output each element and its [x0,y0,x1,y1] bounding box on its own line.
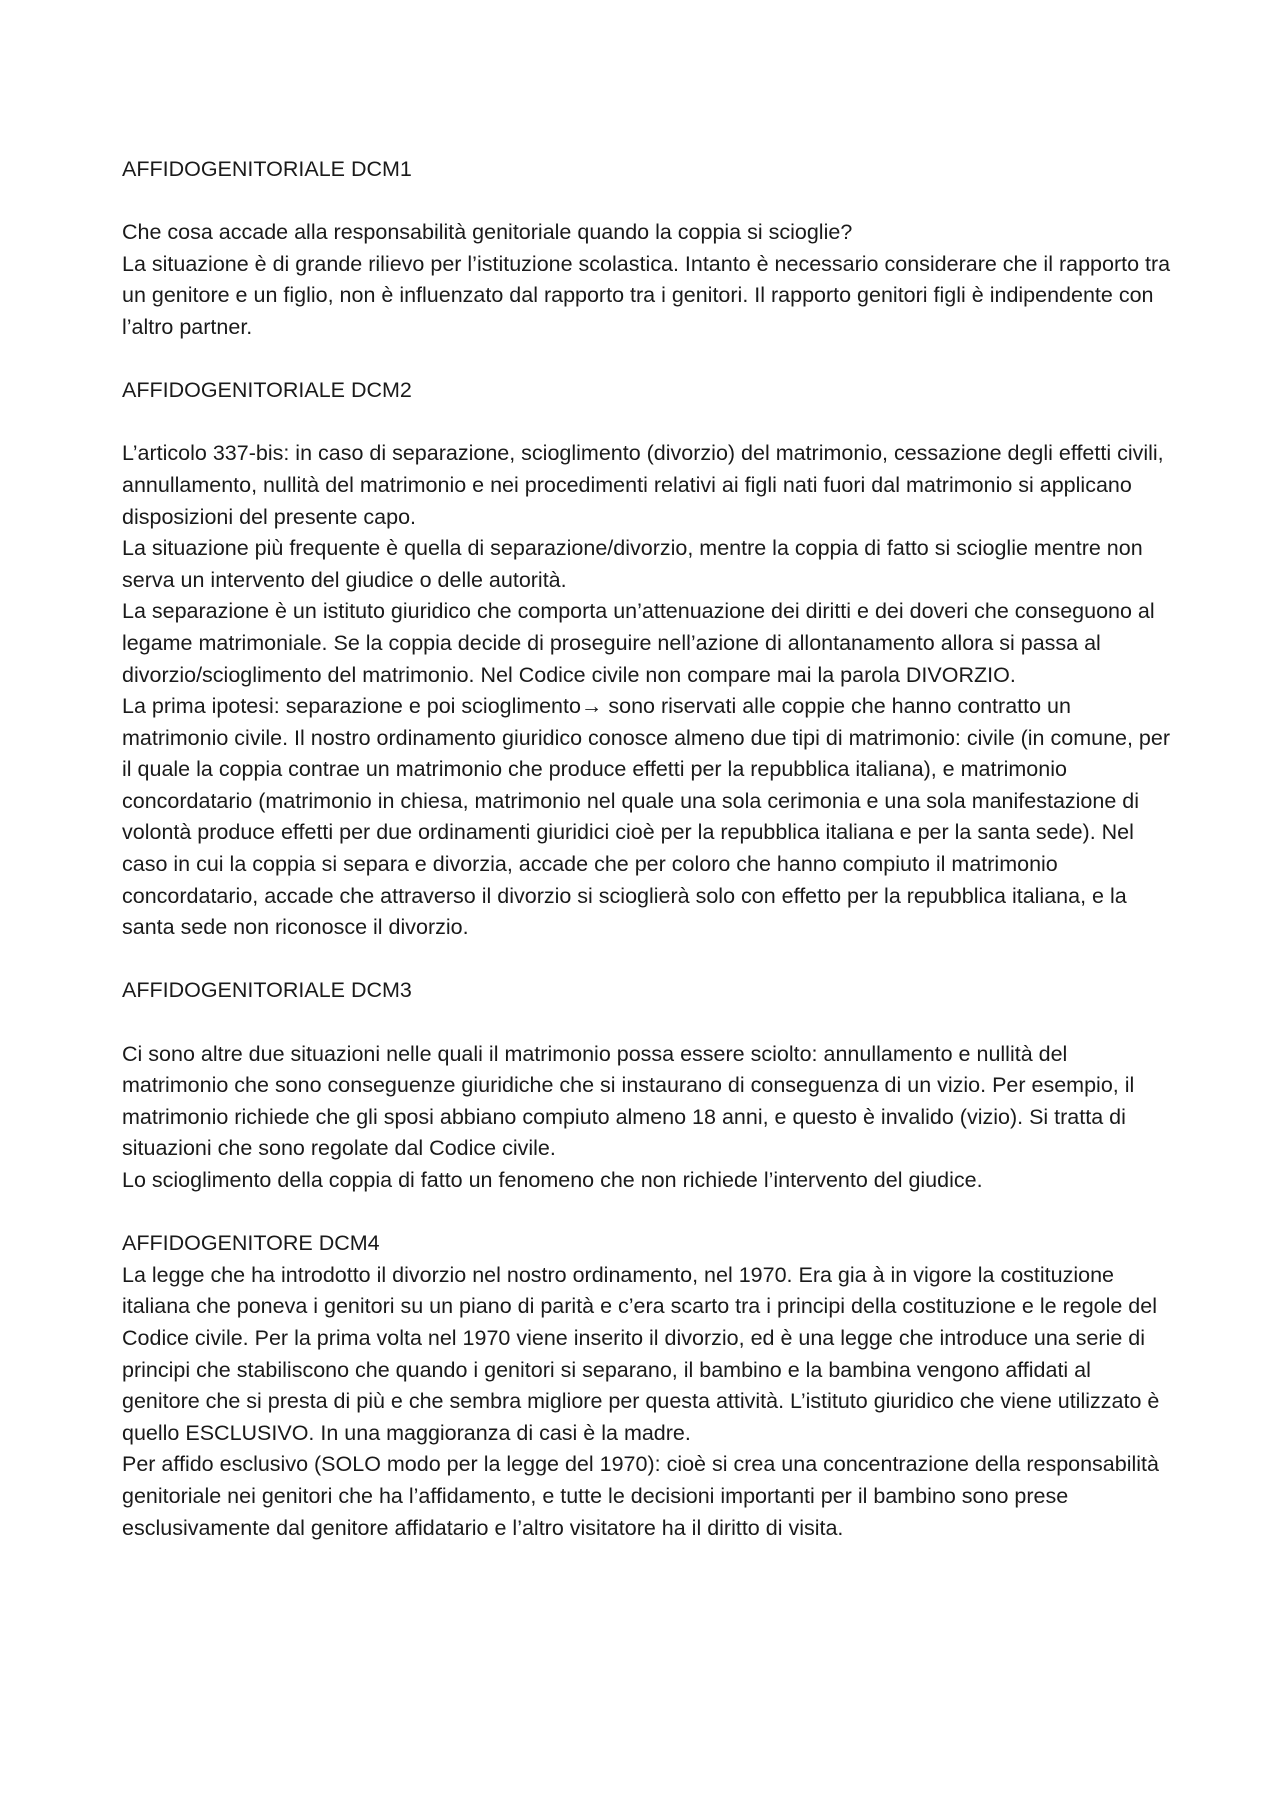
section-dcm1 [122,154,1172,344]
section-heading: AFFIDOGENITORE DCM4 [122,1231,380,1256]
blank-line [122,944,1172,976]
paragraph: Che cosa accade alla responsabilità genitoriale quando la coppia si scioglie? [122,220,853,245]
blank-line [122,1197,1172,1229]
paragraph: Lo scioglimento della coppia di fatto un fenomeno che non richiede l’intervento del giudice. [122,1168,983,1192]
blank-line [122,344,1172,376]
paragraph: La separazione è un istituto giuridico che comporta un’attenuazione dei diritti e dei doveri che conseguono al legame matrimoniale. Se la coppia decide di proseguire nell’azione di allontanamento allora si passa al divorzio/scioglimento del matrimonio. Nel Codice civile non compare mai la parola DIVORZIO. [122,599,1155,687]
blank-line [122,1007,1172,1039]
section-heading: AFFIDOGENITORIALE DCM2 [122,378,412,403]
blank-line [122,407,1172,439]
document-page [122,154,1172,1544]
paragraph: La legge che ha introdotto il divorzio nel nostro ordinamento, nel 1970. Era gia à in vigore la costituzione italiana che poneva i genitori su un piano di parità e c’era scarto tra i principi della costituzione e le regole del Codice civile. Per la prima volta nel 1970 viene inserito il divorzio, ed è una legge che introduce una serie di principi che stabiliscono che quando i genitori si separano, il bambino e la bambina vengono affidati al genitore che si presta di più e che sembra migliore per questa attività. L’istituto giuridico che viene utilizzato è quello ESCLUSIVO. In una maggioranza di casi è la madre. [122,1262,1160,1445]
paragraph: La situazione più frequente è quella di separazione/divorzio, mentre la coppia di fatto si scioglie mentre non serva un intervento del giudice o delle autorità. [122,536,1143,592]
paragraph: La situazione è di grande rilievo per l’istituzione scolastica. Intanto è necessario considerare che il rapporto tra un genitore e un figlio, non è influenzato dal rapporto tra i genitori. Il rapporto genitori figli è indipendente con l’altro partner. [122,251,1171,339]
blank-line [122,186,1172,218]
section-heading: AFFIDOGENITORIALE DCM1 [122,157,412,181]
paragraph: La prima ipotesi: separazione e poi scioglimento→ sono riservati alle coppie che hanno contratto un matrimonio civile. Il nostro ordinamento giuridico conosce almeno due tipi di matrimonio: civile (in comune, per il quale la coppia contrae un matrimonio che produce effetti per la repubblica italiana), e matrimonio concordatario (matrimonio in chiesa, matrimonio nel quale una sola cerimonia e una sola manifestazione di volontà produce effetti per due ordinamenti giuridici cioè per la repubblica italiana e per la santa sede). Nel caso in cui la coppia si separa e divorzia, accade che per coloro che hanno compiuto il matrimonio concordatario, accade che attraverso il divorzio si scioglierà solo con effetto per la repubblica italiana, e la santa sede non riconosce il divorzio. [122,694,1170,940]
paragraph: L’articolo 337-bis: in caso di separazione, scioglimento (divorzio) del matrimonio, cessazione degli effetti civili, annullamento, nullità del matrimonio e nei procedimenti relativi ai figli nati fuori dal matrimonio si applicano disposizioni del presente capo. [122,441,1164,529]
paragraph: Per affido esclusivo (SOLO modo per la legge del 1970): cioè si crea una concentrazione della responsabilità genitoriale nei genitori che ha l’affidamento, e tutte le decisioni importanti per il bambino sono prese esclusivamente dal genitore affidatario e l’altro visitatore ha il diritto di visita. [122,1452,1159,1540]
paragraph: Ci sono altre due situazioni nelle quali il matrimonio possa essere sciolto: annullamento e nullità del matrimonio che sono conseguenze giuridiche che si instaurano di conseguenza di un vizio. Per esempio, il matrimonio richiede che gli sposi abbiano compiuto almeno 18 anni, e questo è invalido (vizio). Si tratta di situazioni che sono regolate dal Codice civile. [122,1041,1135,1161]
section-dcm2 [122,375,1172,944]
section-dcm3 [122,975,1172,1196]
section-heading: AFFIDOGENITORIALE DCM3 [122,978,412,1003]
section-dcm4 [122,1228,1172,1544]
